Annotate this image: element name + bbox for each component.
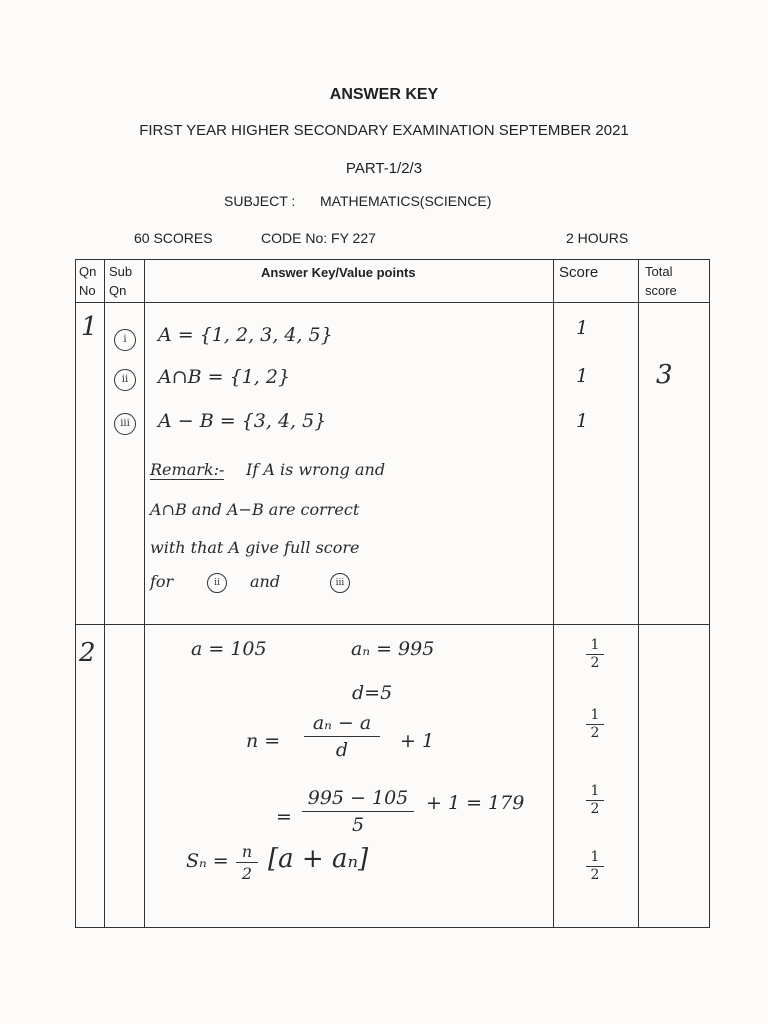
q2-n2-equals: = xyxy=(276,806,292,828)
q1-sub-marker-iii: iii xyxy=(114,413,136,435)
q1-answer-iii: A − B = {3, 4, 5} xyxy=(158,410,327,432)
q2-sn-rest: [a + aₙ] xyxy=(268,844,369,874)
q1-remark-marker-iii: iii xyxy=(330,573,350,593)
header-qn: Qn No xyxy=(79,264,97,298)
answer-key-title: ANSWER KEY xyxy=(329,86,439,103)
paper-code: CODE No: FY 227 xyxy=(261,230,376,246)
q2-given-a: a = 105 xyxy=(191,638,267,660)
q2-n-lhs: n = xyxy=(246,730,281,752)
header-sub-qn: Sub Qn xyxy=(109,264,133,298)
q2-n2-denominator: 5 xyxy=(351,814,365,836)
q1-answer-ii: A∩B = {1, 2} xyxy=(158,366,291,388)
q2-sn-denominator: 2 xyxy=(241,864,253,883)
divider-answer xyxy=(553,260,554,927)
q2-n-denominator: d xyxy=(335,739,349,761)
q2-n2-fraction-bar xyxy=(302,811,414,812)
q1-score-i: 1 xyxy=(576,317,589,339)
q1-total-score: 3 xyxy=(656,360,673,390)
divider-qn xyxy=(104,260,105,927)
q1-sub-marker-ii: ii xyxy=(114,369,136,391)
q1-remark-line-4: for xyxy=(150,572,174,591)
q2-sn-lhs: Sₙ = xyxy=(186,850,229,872)
q2-n2-fraction xyxy=(302,787,414,836)
q1-score-ii: 1 xyxy=(576,365,589,387)
q2-given-an: aₙ = 995 xyxy=(351,638,435,660)
q1-remark-line-2: A∩B and A−B are correct xyxy=(150,500,360,519)
max-scores: 60 SCORES xyxy=(134,230,213,246)
exam-part: PART-1/2/3 xyxy=(345,160,423,177)
q2-n-fraction-bar xyxy=(304,736,380,737)
answer-table xyxy=(75,259,710,928)
q1-remark-label: Remark:- xyxy=(150,460,225,479)
q1-sub-marker-i: i xyxy=(114,329,136,351)
subject-label: SUBJECT : xyxy=(224,193,296,209)
header-total-score: Total score xyxy=(645,264,677,298)
q2-score-4: 1 2 xyxy=(583,850,607,883)
q1-number: 1 xyxy=(81,312,98,342)
q1-remark-line-1: If A is wrong and xyxy=(246,460,386,479)
divider-sub xyxy=(144,260,145,927)
q2-given-d: d=5 xyxy=(352,682,393,704)
q1-remark-marker-ii: ii xyxy=(207,573,227,593)
q2-sn-numerator: n xyxy=(241,842,253,861)
divider-score xyxy=(638,260,639,927)
q1-score-iii: 1 xyxy=(576,410,589,432)
subject-name: MATHEMATICS(SCIENCE) xyxy=(320,193,492,209)
question-rule xyxy=(76,624,709,625)
q2-score-3: 1 2 xyxy=(583,784,607,817)
exam-name: FIRST YEAR HIGHER SECONDARY EXAMINATION SEPTEMBER 2021 xyxy=(139,122,629,139)
header-answer-key: Answer Key/Value points xyxy=(261,265,416,280)
q2-number: 2 xyxy=(79,638,96,668)
header-score: Score xyxy=(559,264,599,281)
q2-sn-fraction xyxy=(236,842,258,883)
q2-n2-numerator: 995 − 105 xyxy=(307,787,409,809)
q1-answer-i: A = {1, 2, 3, 4, 5} xyxy=(158,324,333,346)
header-rule xyxy=(76,302,709,303)
q2-n-plus-one: + 1 xyxy=(400,730,435,752)
q1-remark-line-3: with that A give full score xyxy=(150,538,360,557)
q2-sn-fraction-bar xyxy=(236,862,258,863)
exam-duration: 2 HOURS xyxy=(566,230,629,246)
q2-n-numerator: aₙ − a xyxy=(312,712,372,734)
q2-score-2: 1 2 xyxy=(583,708,607,741)
q1-remark-line-5: and xyxy=(250,572,281,591)
q2-n-fraction xyxy=(304,712,380,761)
q2-n2-result: + 1 = 179 xyxy=(426,792,525,814)
q2-score-1: 1 2 xyxy=(583,638,607,671)
